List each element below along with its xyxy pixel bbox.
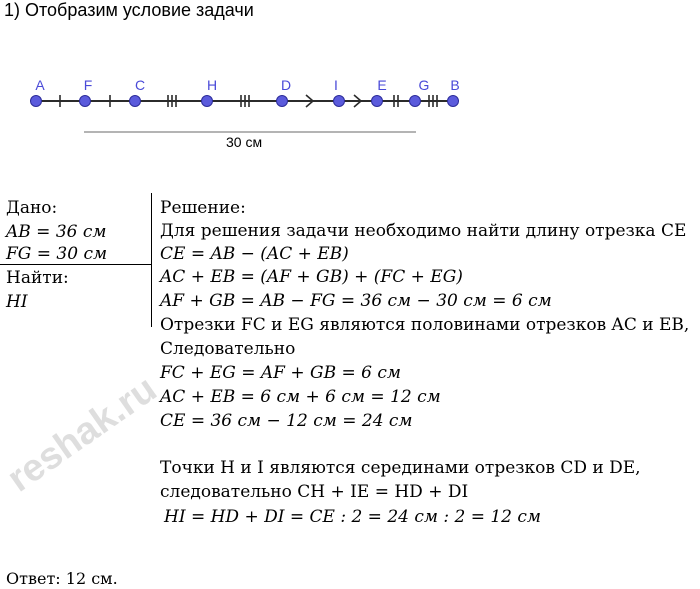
point-label: F	[83, 77, 93, 93]
answer: Ответ: 12 см.	[6, 569, 118, 588]
solution-line: AC + EB = 6 см + 6 см = 12 см	[160, 387, 441, 407]
point-label: A	[35, 77, 45, 93]
length-label: 30 см	[226, 134, 263, 150]
point-h	[202, 96, 213, 107]
solution-line: HI = HD + DI = CE : 2 = 24 см : 2 = 12 см	[164, 507, 542, 527]
solution-line: следовательно CH + IE = HD + DI	[160, 482, 469, 502]
point-label: B	[450, 77, 460, 93]
point-d	[277, 96, 288, 107]
solution-line: Следовательно	[160, 339, 296, 359]
point-b	[448, 96, 459, 107]
point-label: C	[134, 77, 146, 93]
solution-line: CE = AB − (AC + EB)	[160, 244, 349, 264]
point-label: D	[280, 77, 292, 93]
given-title: Дано:	[6, 198, 58, 218]
page-heading: 1) Отобразим условие задачи	[4, 0, 254, 20]
point-label: G	[418, 77, 430, 93]
solution-title: Решение:	[160, 198, 246, 218]
solution-line: AC + EB = (AF + GB) + (FC + EG)	[160, 267, 463, 287]
find-value: HI	[6, 292, 28, 312]
solution-line: CE = 36 см − 12 см = 24 см	[160, 411, 413, 431]
point-c	[130, 96, 141, 107]
point-label: H	[206, 77, 218, 93]
watermark: reshak.ru	[0, 367, 165, 501]
table-divider-vertical	[151, 193, 152, 327]
solution-line: Для решения задачи необходимо найти длину отрезка CE	[160, 221, 687, 241]
point-i	[334, 96, 345, 107]
solution-line: Отрезки FC и EG являются половинами отрезков AC и EB,	[160, 315, 690, 335]
point-e	[372, 96, 383, 107]
point-a	[31, 96, 42, 107]
find-title: Найти:	[6, 268, 69, 288]
solution-line: AF + GB = AB − FG = 36 см − 30 см = 6 см	[160, 291, 552, 311]
point-label: I	[334, 77, 338, 93]
point-f	[80, 96, 91, 107]
point-label: E	[377, 77, 387, 93]
solution-line: Точки H и I являются серединами отрезков CD и DE,	[160, 458, 641, 478]
given-line: AB = 36 см	[6, 222, 107, 242]
solution-line: FC + EG = AF + GB = 6 см	[160, 363, 401, 383]
point-g	[410, 96, 421, 107]
given-line: FG = 30 см	[6, 244, 108, 264]
segment-figure	[0, 0, 700, 160]
